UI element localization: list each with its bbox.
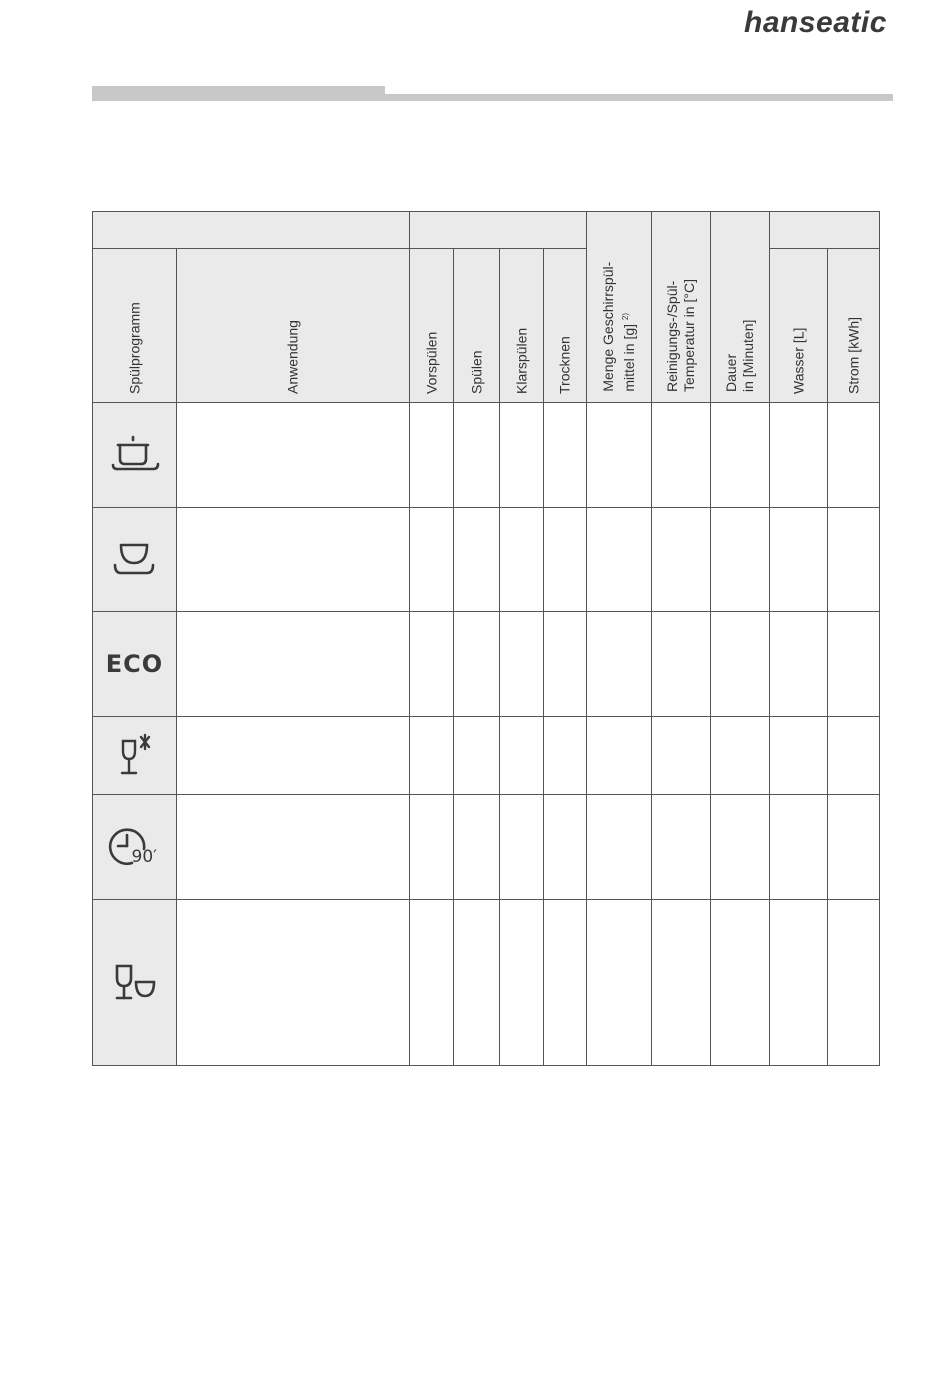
table-row [93,900,880,1066]
table-row [93,717,880,795]
header-temperature [652,212,711,403]
programme-cell [93,900,177,1066]
header-prewash: Vorspülen [410,249,454,403]
header-group-phases [410,212,587,249]
header-group-consumption [770,212,880,249]
header-rule-accent [92,86,385,94]
header-temp-line1: Reinigungs-/Spül- [664,280,680,392]
glass-sparkle-icon [115,733,155,779]
header-group-programme [93,212,410,249]
programme-cell [93,612,177,717]
programme-cell [93,403,177,508]
table-row [93,403,880,508]
header-rule [92,94,893,101]
glasses-icon [111,962,159,1004]
programme-cell [93,795,177,900]
header-rinse: Klarspülen [500,249,544,403]
programme-cell [93,717,177,795]
header-detergent [587,212,652,403]
header-duration-line2: in [Minuten] [740,319,756,392]
table-row [93,795,880,900]
table-row [93,508,880,612]
header-programme: Spülprogramm [93,249,177,403]
header-dry: Trocknen [544,249,587,403]
header-detergent-line2: mittel in [g] [620,324,637,392]
brand-logo: hanseatic [744,6,887,39]
footnote-marker: 2) [621,313,631,321]
header-application: Anwendung [177,249,410,403]
programme-cell [93,508,177,612]
eco-icon: ECO [105,650,164,678]
header-water: Wasser [L] [770,249,828,403]
header-duration [711,212,770,403]
programme-table [92,211,880,1066]
clock-90-label: 90′ [131,847,157,867]
clock-90-icon [108,825,162,869]
header-temp-line2: Temperatur in [°C] [681,279,697,392]
header-wash: Spülen [454,249,500,403]
table-row [93,612,880,717]
pot-icon [109,434,161,476]
header-duration-line1: Dauer [723,353,739,392]
header-power: Strom [kWh] [828,249,880,403]
bowl-icon [109,539,161,581]
header-detergent-line1: Menge Geschirrspül- [600,262,617,392]
